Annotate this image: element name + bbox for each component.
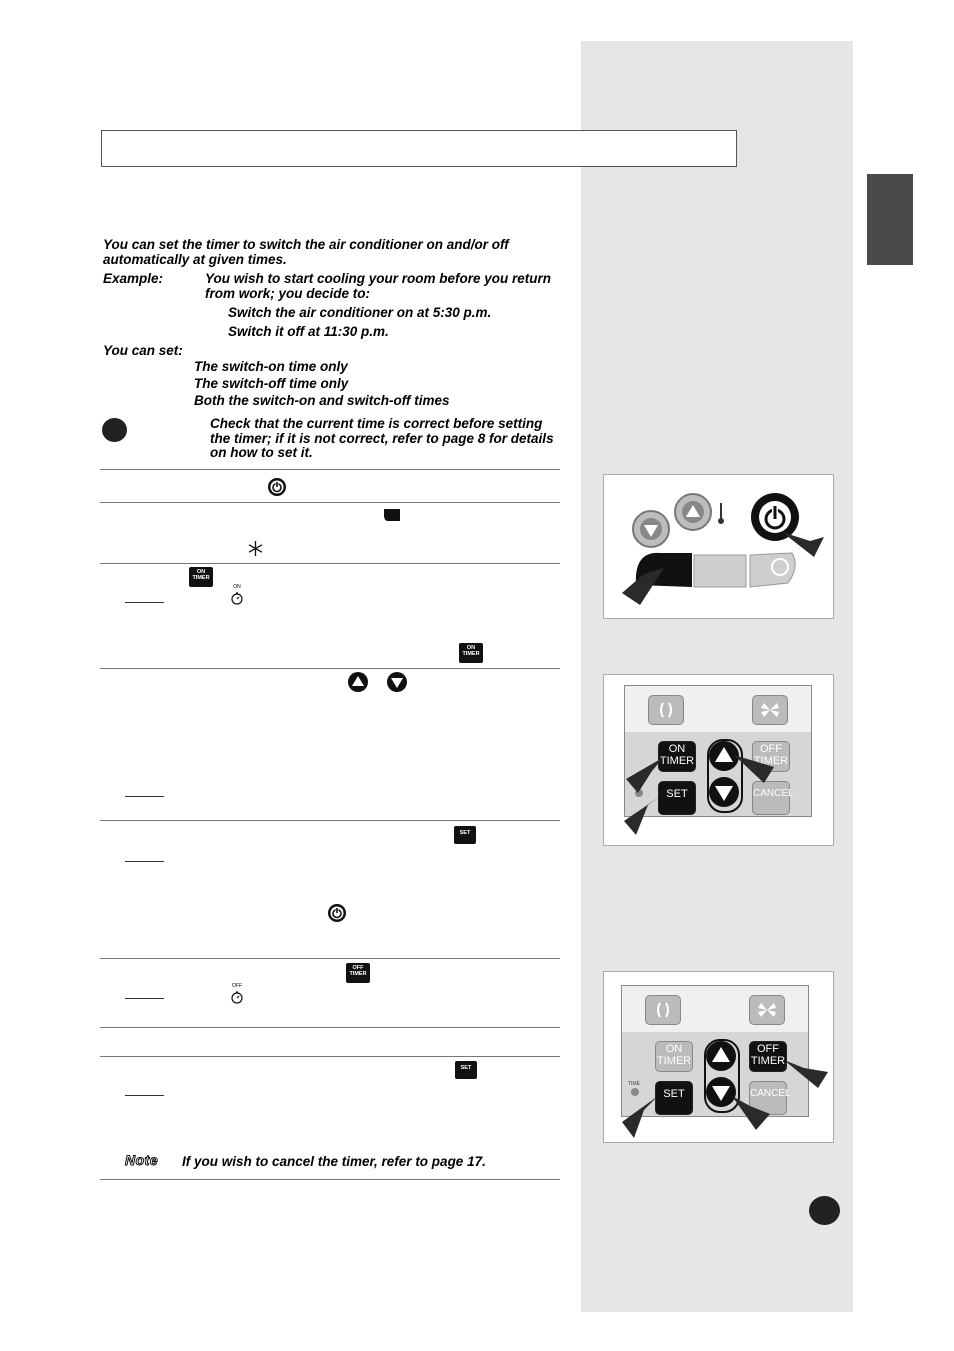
example-step-2: Switch it off at 11:30 p.m. [228, 324, 389, 339]
set-icon: SET [455, 1061, 477, 1079]
underline [125, 602, 164, 603]
on-timer-label: ON [668, 743, 686, 755]
page-title-box [101, 130, 737, 167]
example-label: Example: [103, 271, 164, 286]
on-timer-icon-label: TIMER [192, 575, 210, 581]
divider [100, 668, 560, 669]
page-number-dot [809, 1196, 840, 1225]
intro-line-1: You can set the timer to switch the air conditioner on and/or off [103, 237, 509, 252]
timer-clock-icon [230, 990, 244, 1004]
on-timer-label: ON [665, 1043, 683, 1055]
example-line-2: from work; you decide to: [205, 286, 371, 301]
off-timer-icon-label: OFF [352, 965, 364, 971]
on-timer-icon-label: ON [466, 645, 476, 651]
up-arrow-icon [347, 671, 369, 693]
pointer-arrows [604, 972, 833, 1142]
divider [100, 469, 560, 470]
off-timer-icon [346, 963, 370, 983]
off-timer-label: TIMER [753, 755, 789, 767]
chapter-tab [867, 174, 913, 265]
time-label: TIME [628, 1081, 640, 1087]
divider [100, 1179, 560, 1180]
on-small-label: ON [233, 584, 241, 590]
intro-line-2: automatically at given times. [103, 252, 287, 267]
on-timer-icon [459, 643, 483, 663]
bullet-dot [102, 418, 127, 442]
example-step-1: Switch the air conditioner on at 5:30 p.m. [228, 305, 492, 320]
set-option-3: Both the switch-on and switch-off times [194, 393, 450, 408]
off-timer-label: OFF [760, 743, 782, 755]
check-line-1: Check that the current time is correct before setting [210, 416, 543, 431]
divider [100, 563, 560, 564]
on-timer-label: TIMER [656, 1055, 692, 1067]
check-line-3: on how to set it. [210, 445, 313, 460]
on-timer-label: TIMER [659, 755, 695, 767]
off-small-label: OFF [232, 983, 242, 989]
pointer-arrows [604, 675, 833, 845]
down-arrow-icon [386, 671, 408, 693]
divider [100, 502, 560, 503]
check-line-2: the timer; if it is not correct, refer to page 8 for details [210, 431, 554, 446]
off-timer-label: OFF [757, 1043, 779, 1055]
cancel-button[interactable]: CANCEL [752, 781, 790, 815]
power-icon [327, 903, 347, 923]
note-text: If you wish to cancel the timer, refer to page 17. [182, 1154, 486, 1169]
timer-clock-icon [230, 591, 244, 605]
underline [125, 796, 164, 797]
remote-on-timer-illustration [603, 674, 834, 846]
underline [125, 998, 164, 999]
on-timer-icon-label: TIMER [462, 651, 480, 657]
set-option-1: The switch-on time only [194, 359, 348, 374]
underline [125, 1095, 164, 1096]
on-timer-icon [189, 567, 213, 587]
note-label: Note [125, 1152, 159, 1168]
set-button[interactable]: SET [658, 781, 696, 815]
set-option-2: The switch-off time only [194, 376, 349, 391]
divider [100, 1056, 560, 1057]
divider [100, 958, 560, 959]
off-timer-icon-label: TIMER [349, 971, 367, 977]
set-button[interactable]: SET [655, 1081, 693, 1115]
cool-snowflake-icon [247, 540, 264, 557]
divider [100, 820, 560, 821]
mode-button-icon [382, 507, 402, 523]
on-timer-icon-label: ON [196, 569, 206, 575]
remote-off-timer-illustration [603, 971, 834, 1143]
underline [125, 861, 164, 862]
divider [100, 1027, 560, 1028]
indoor-control-panel-illustration [603, 474, 834, 619]
off-timer-label: TIMER [750, 1055, 786, 1067]
power-icon [267, 477, 287, 497]
cancel-button[interactable]: CANCEL [749, 1081, 787, 1115]
control-panel-drawing [604, 475, 833, 618]
set-icon: SET [454, 826, 476, 844]
example-line-1: You wish to start cooling your room before you return [205, 271, 552, 286]
you-can-set-label: You can set: [103, 343, 183, 358]
